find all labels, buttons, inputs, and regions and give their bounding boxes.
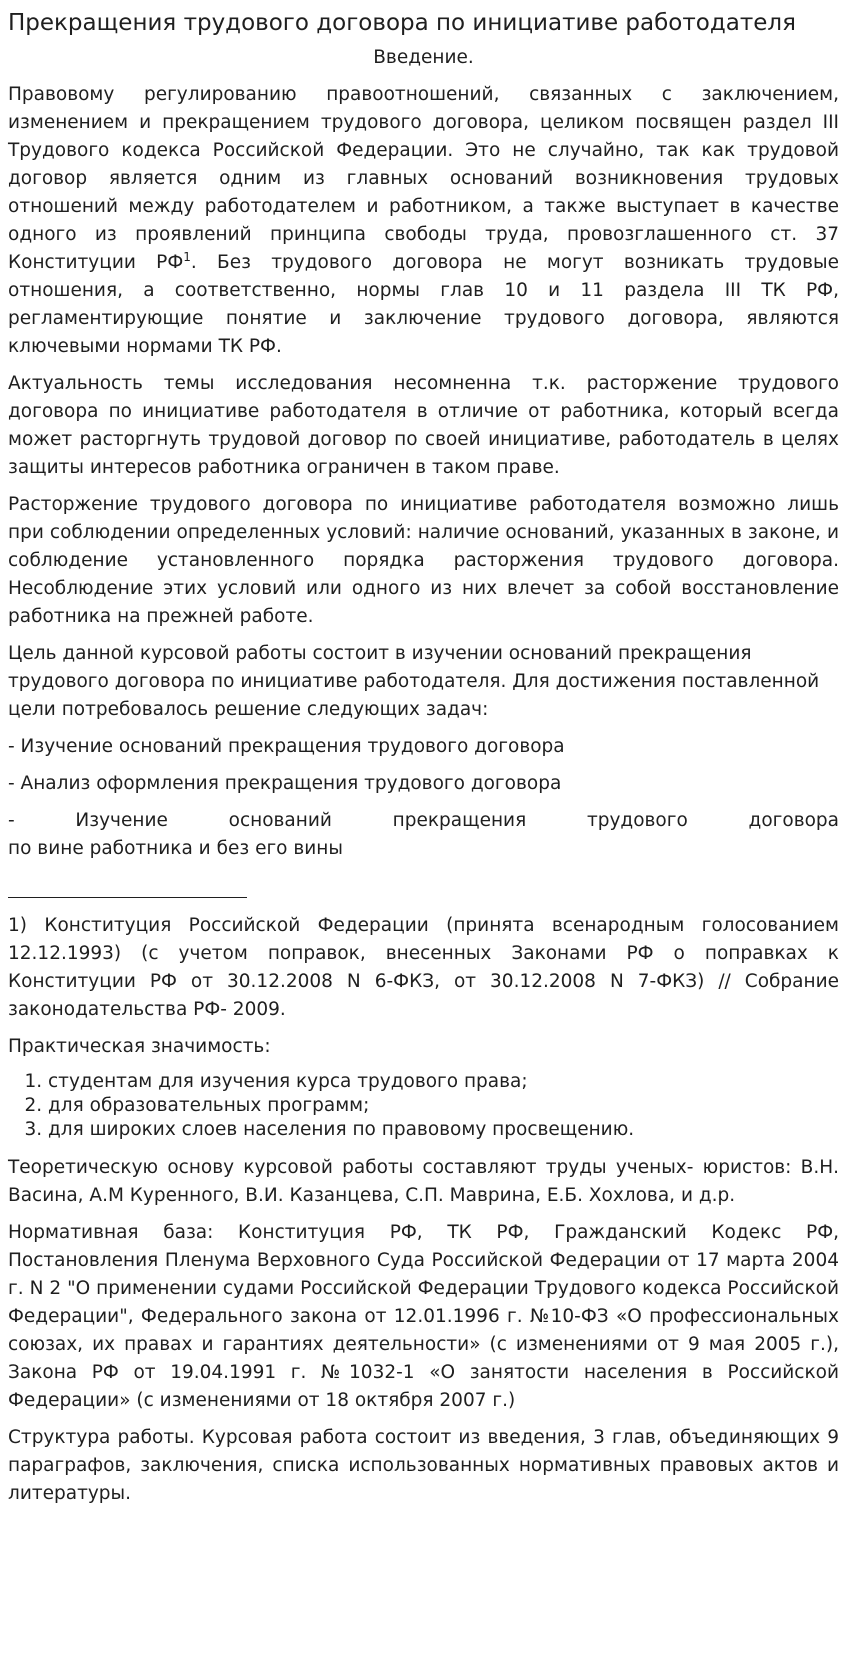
theory-paragraph: Теоретическую основу курсовой работы составляют труды ученых- юристов: В.Н. Васина, А.М Куренного, В.И. Казанцева, С.П. Маврина, Е.Б. Хохлова, и д.р. — [8, 1157, 839, 1206]
conditions-paragraph: Расторжение трудового договора по инициативе работодателя возможно лишь при соблюдении определенных условий: наличие оснований, указанных в законе, и соблюдение установленного порядка расторжения трудового договора. Несоблюдение этих условий или одного из них влечет за собой восстановление работника на прежней работе. — [8, 494, 839, 627]
document-title: Прекращения трудового договора по инициативе работодателя — [8, 10, 796, 36]
intro-text: Правовому регулированию правоотношений, связанных с заключением, изменением и прекращением трудового договора, целиком посвящен раздел III Трудового кодекса Российской Федерации. Это не случайно, так как трудовой договор является одним из главных оснований возникновения трудовых отношений между работодателем и работником, а также выступает в качестве одного из проявлений принципа свободы труда, провозглашенного ст. 37 Конституции РФ — [8, 84, 839, 273]
structure-paragraph: Структура работы. Курсовая работа состоит из введения, 3 глав, объединяющих 9 параграфов, заключения, списка использованных нормативных правовых актов и литературы. — [8, 1427, 839, 1504]
list-item: 3. для широких слоев населения по правовому просвещению. — [48, 1118, 839, 1142]
footnote-separator — [8, 897, 247, 898]
section-heading-introduction: Введение. — [373, 47, 474, 68]
relevance-paragraph: Актуальность темы исследования несомненна т.к. расторжение трудового договора по инициативе работодателя в отличие от работника, который всегда может расторгнуть трудовой договор по своей инициативе, работодатель в целях защиты интересов работника ограничен в таком праве. — [8, 373, 839, 478]
task-item-2: - Анализ оформления прекращения трудового договора — [8, 773, 562, 794]
intro-paragraph — [8, 81, 839, 361]
footnote-text: 1) Конституция Российской Федерации (принята всенародным голосованием 12.12.1993) (с учетом поправок, внесенных Законами РФ о поправках к Конституции РФ от 30.12.2008 N 6-ФКЗ, от 30.12.2008 N 7-ФКЗ) // Собрание законодательства РФ- 2009. — [8, 915, 839, 1020]
task-item-3-continued: по вине работника и без его вины — [8, 838, 344, 859]
normative-paragraph: Нормативная база: Конституция РФ, ТК РФ, Гражданский Кодекс РФ, Постановления Пленума Верховного Суда Российской Федерации от 17 марта 2004 г. N 2 "О применении судами Российской Федерации Трудового кодекса Российской Федерации", Федерального закона от 12.01.1996 г. №10-ФЗ «О профессиональных союзах, их правах и гарантиях деятельности» (с изменениями от 9 мая 2005 г.), Закона РФ от 19.04.1991 г. №1032-1 «О занятости населения в Российской Федерации» (с изменениями от 18 октября 2007 г.) — [8, 1222, 839, 1411]
task-item-1: - Изучение оснований прекращения трудового договора — [8, 736, 565, 757]
footnote-marker[interactable]: 1 — [183, 249, 191, 264]
significance-list — [8, 1070, 839, 1142]
task-item-3: - Изучение оснований прекращения трудового договора — [8, 810, 839, 831]
list-item: 2. для образовательных программ; — [48, 1094, 839, 1118]
list-item: 1. студентам для изучения курса трудового права; — [48, 1070, 839, 1094]
intro-text-continued: . Без трудового договора не могут возникать трудовые отношения, а соответственно, нормы глав 10 и 11 раздела III ТК РФ, регламентирующие понятие и заключение трудового договора, являются ключевыми нормами ТК РФ. — [8, 252, 839, 357]
significance-heading: Практическая значимость: — [8, 1036, 271, 1057]
goal-paragraph: Цель данной курсовой работы состоит в изучении оснований прекращения трудового договора по инициативе работодателя. Для достижения поставленной цели потребовалось решение следующих задач: — [8, 643, 820, 720]
